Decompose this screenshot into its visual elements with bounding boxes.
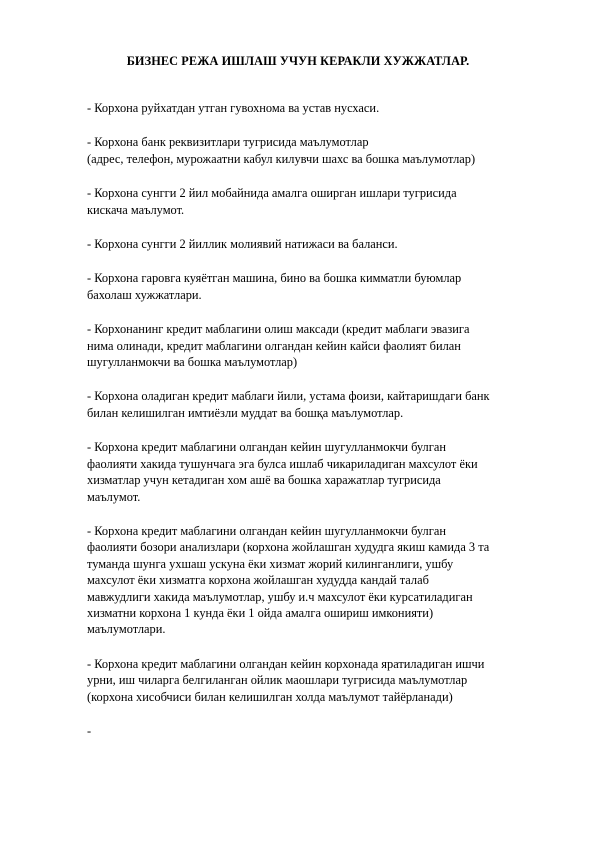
text-line: маълумот. [87,489,141,504]
paragraph-2 [87,134,557,167]
document-body [87,100,557,757]
text-line: туманда шунга ухшаш ускуна ёки хизмат жорий килинганлиги, ушбу [87,556,454,571]
text-line: урни, иш чиларга белгиланган ойлик маошлари тугрисида маълумотлар [87,673,468,688]
paragraph-6 [87,321,557,370]
paragraph-4 [87,236,557,252]
text-line: - [87,723,92,738]
text-line: - Корхона оладиган кредит маблаги йили, устама фоизи, кайтаришдаги банк [87,389,490,404]
text-line: шугулланмокчи ва бошка маълумотлар) [87,355,298,370]
text-line: хизматлар учун кетадиган хом ашё ва бошка харажатлар тугрисида [87,473,441,488]
paragraph-3 [87,185,557,218]
text-line: фаолияти бозори анализлари (корхона жойлашган худудга якиш камида 3 та [87,540,490,555]
paragraph-9 [87,523,557,638]
text-line: махсулот ёки хизматга корхона жойлашган худудда кандай талаб [87,573,429,588]
text-line: (адрес, телефон, мурожаатни кабул килувчи шахс ва бошка маълумотлар) [87,151,476,166]
text-line: - Корхона гаровга куяётган машина, бино ва бошка кимматли буюмлар [87,271,462,286]
text-line: мавжудлиги хакида маълумотлар, ушбу и.ч махсулот ёки курсатиладиган [87,589,473,604]
text-line: маълумотлари. [87,622,166,637]
paragraph-10 [87,656,557,705]
text-line: - Корхона сунгги 2 йиллик молиявий натижаси ва баланси. [87,237,398,252]
document-title: БИЗНЕС РЕЖА ИШЛАШ УЧУН КЕРАКЛИ ХУЖЖАТЛАР. [126,54,470,68]
paragraph-8 [87,439,557,505]
text-line: - Корхона кредит маблагини олгандан кейин корхонада яратиладиган ишчи [87,656,485,671]
text-line: - Корхона сунгги 2 йил мобайнида амалга оширган ишлари тугрисида [87,186,457,201]
text-line: кискача маълумот. [87,202,185,217]
text-line: - Корхона руйхатдан утган гувохнома ва устав нусхаси. [87,101,380,115]
text-line: фаолияти хакида тушунчага эга булса ишлаб чикариладиган махсулот ёки [87,456,478,471]
text-line: хизматни корхона 1 кунда ёки 1 ойда амалга ошириш имконияти) [87,605,434,620]
paragraph-7 [87,388,557,421]
paragraph-5 [87,270,557,303]
text-line: билан келишилган имтиёзли муддат ва бошқа маълумотлар. [87,405,404,420]
text-line: нима олинади, кредит маблагини олгандан кейин кайси фаолият билан [87,338,461,353]
paragraph-11 [87,723,557,739]
text-line: - Корхона кредит маблагини олгандан кейин шугулланмокчи булган [87,440,446,455]
text-line: - Корхонанинг кредит маблагини олиш максади (кредит маблаги эвазига [87,322,470,337]
text-line: (корхона хисобчиси билан келишилган холда маълумот тайёрланади) [87,689,453,704]
text-line: - Корхона кредит маблагини олгандан кейин шугулланмокчи булган [87,523,446,538]
text-line: - Корхона банк реквизитлари тугрисида маълумотлар [87,135,369,150]
paragraph-1 [87,100,557,116]
text-line: бахолаш хужжатлари. [87,287,202,302]
